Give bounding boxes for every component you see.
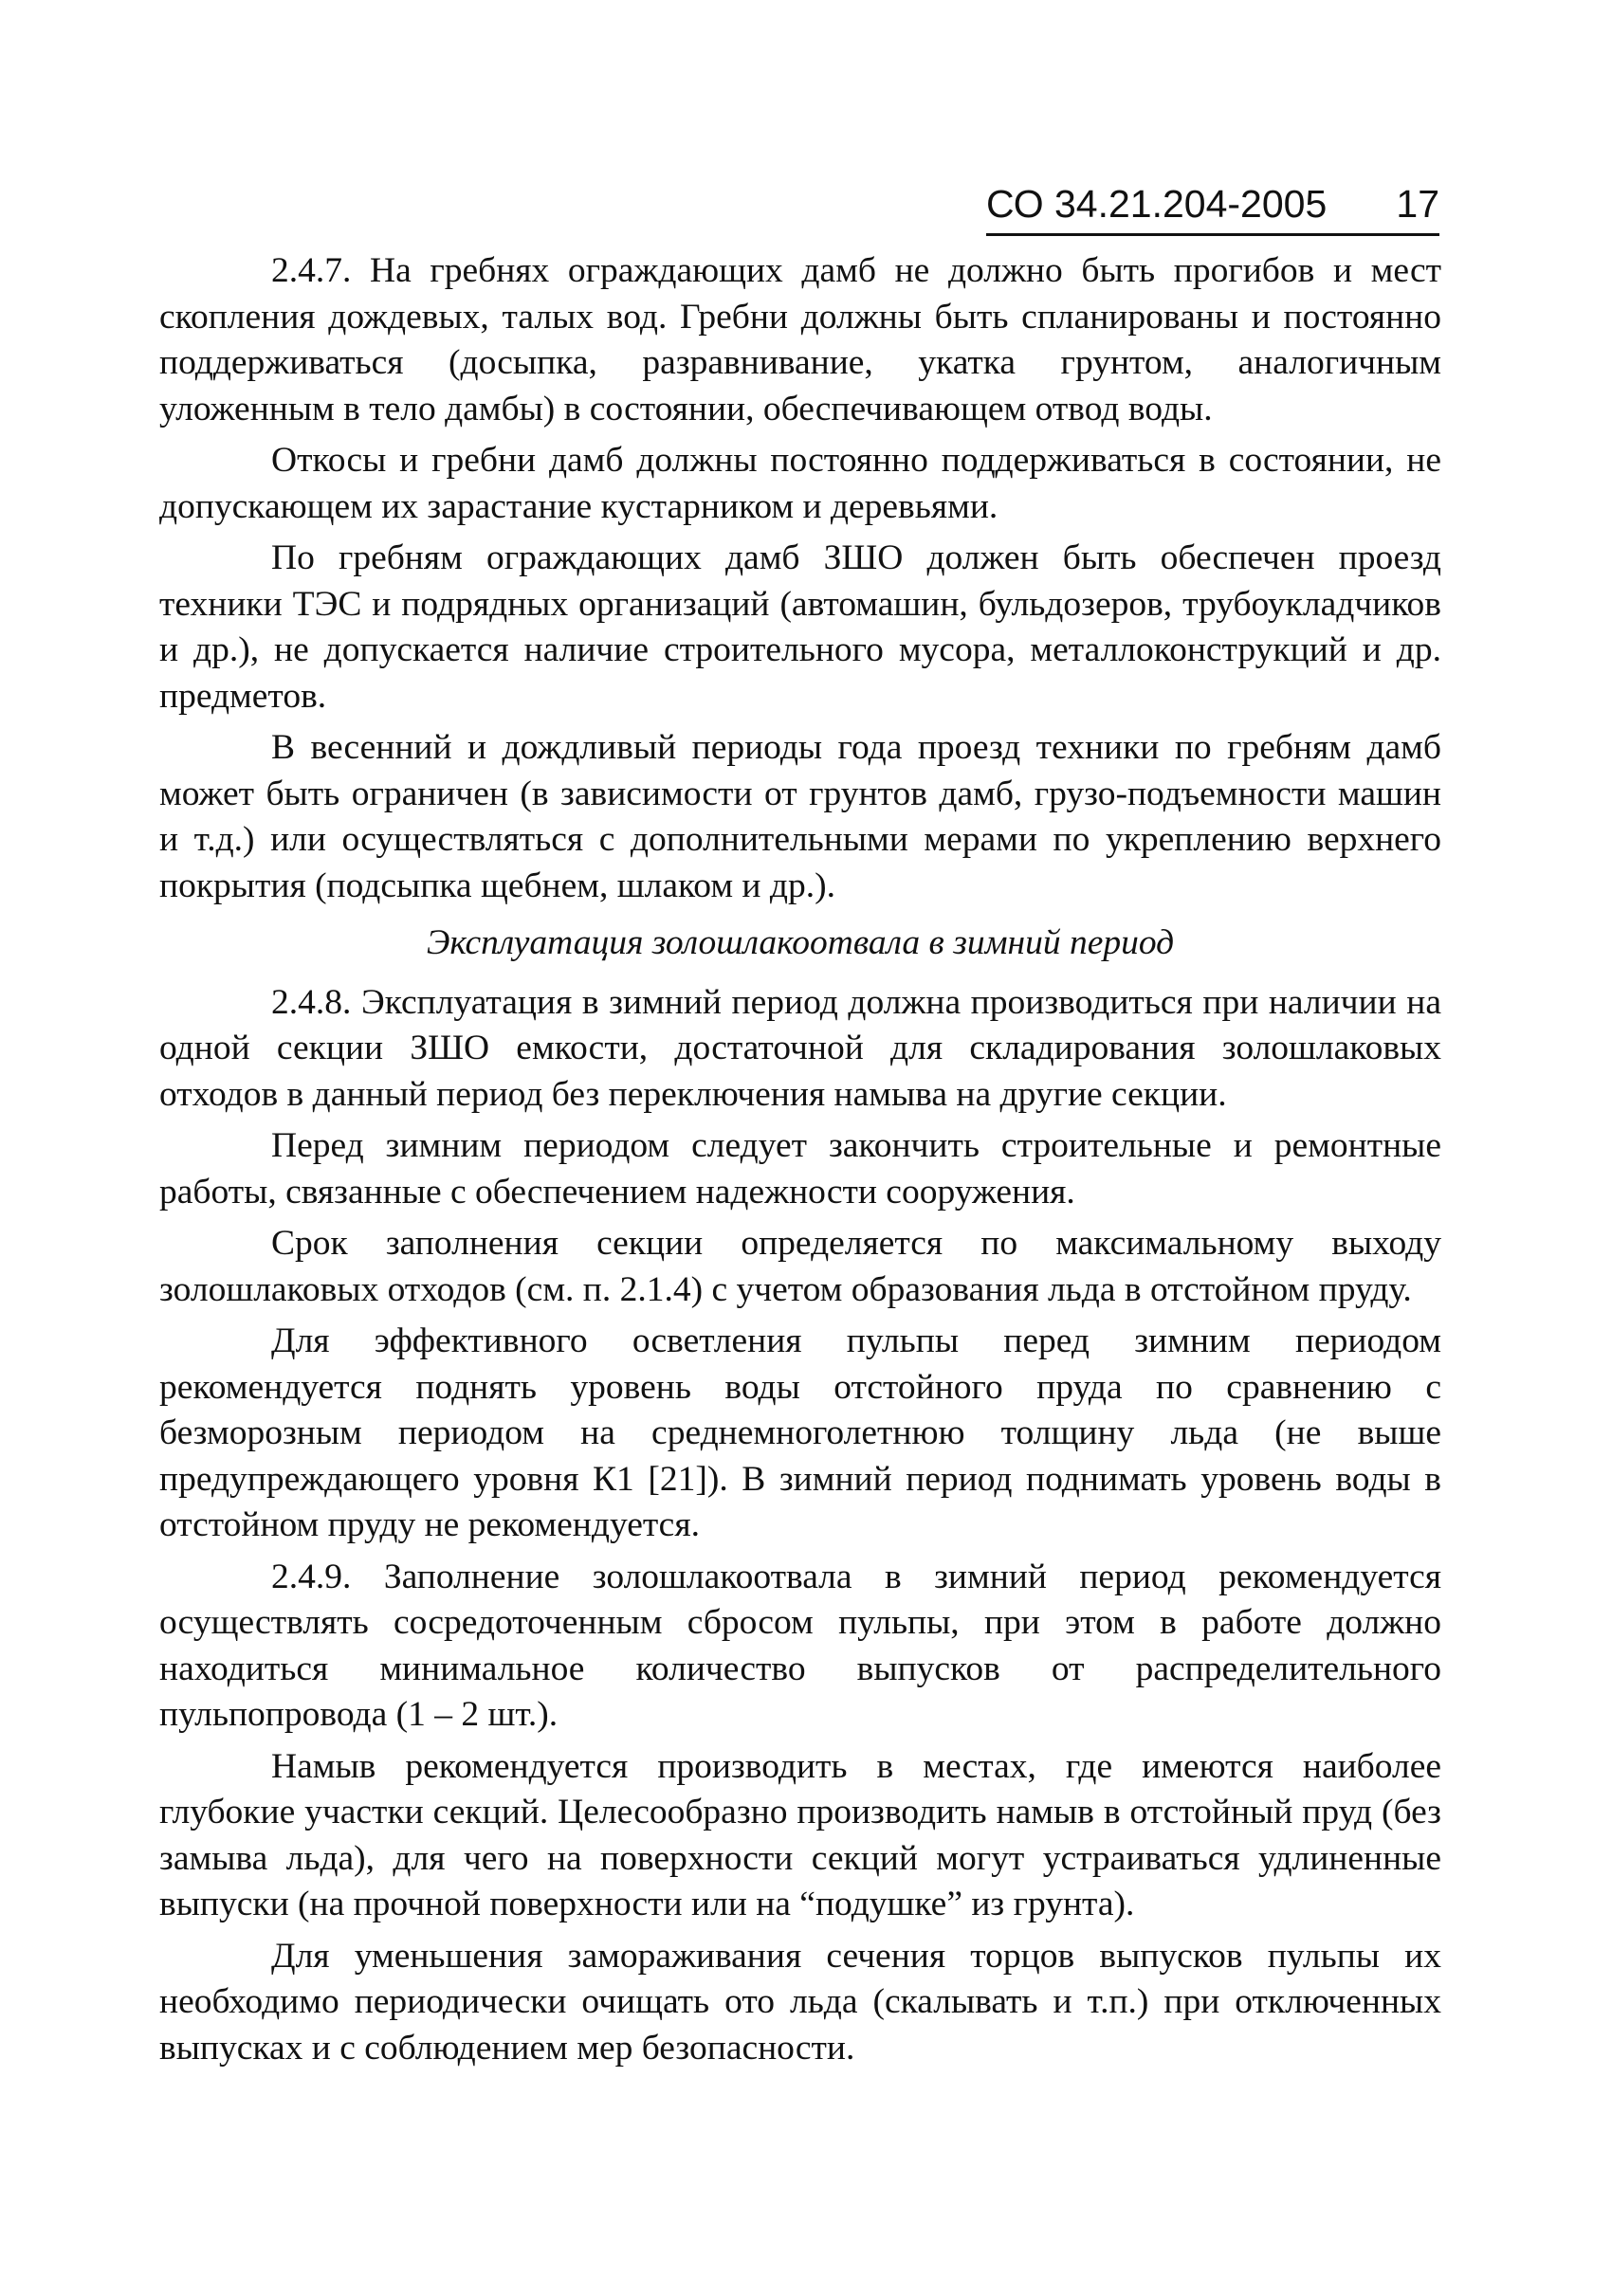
paragraph: Для эффективного осветления пульпы перед зимним периодом рекомендуется поднять уровень воды отстойного пруда по сравнению с безморозным периодом на среднемноголетнюю толщину льда (не выше предупреждающего уровня К1 [21]). В зимний период поднимать уровень воды в отстойном пруду не рекомендуется. [159, 1321, 1441, 1544]
paragraph: Откосы и гребни дамб должны постоянно поддерживаться в состоянии, не допускающем их зарастание кустарником и деревьями. [159, 441, 1441, 526]
paragraph: В весенний и дождливый периоды года проезд техники по гребням дамб может быть ограничен (в зависимости от грунтов дамб, грузо-подъемности машин и т.д.) или осуществляться с дополнительными мерами по укреплению верхнего покрытия (подсыпка щебнем, шлаком и др.). [159, 728, 1441, 905]
paragraph: По гребням ограждающих дамб ЗШО должен быть обеспечен проезд техники ТЭС и подрядных организаций (автомашин, бульдозеров, трубоукладчиков и др.), не допускается наличие строительного мусора, металлоконструкций и др. предметов. [159, 538, 1441, 716]
page-header [986, 178, 1439, 236]
paragraph: Перед зимним периодом следует закончить строительные и ремонтные работы, связанные с обеспечением надежности сооружения. [159, 1126, 1441, 1212]
paragraph: Для уменьшения замораживания сечения торцов выпусков пульпы их необходимо периодически очищать ото льда (скалывать и т.п.) при отключенных выпусках и с соблюдением мер безопасности. [159, 1936, 1441, 2068]
document-body [159, 248, 1441, 2077]
section-heading: Эксплуатация золошлакоотвала в зимний период [426, 923, 1175, 962]
paragraph-2-4-9: 2.4.9. Заполнение золошлакоотвала в зимний период рекомендуется осуществлять сосредоточенным сбросом пульпы, при этом в работе должно находиться минимальное количество выпусков от распределительного пульпопровода (1 – 2 шт.). [159, 1557, 1441, 1734]
paragraph: Намыв рекомендуется производить в местах, где имеются наиболее глубокие участки секций. Целесообразно производить намыв в отстойный пруд (без замыва льда), для чего на поверхности секций могут устраиваться удлиненные выпуски (на прочной поверхности или на “подушке” из грунта). [159, 1746, 1441, 1923]
paragraph: Срок заполнения секции определяется по максимальному выходу золошлаковых отходов (см. п. 2.1.4) с учетом образования льда в отстойном пруду. [159, 1224, 1441, 1309]
paragraph-2-4-8: 2.4.8. Эксплуатация в зимний период должна производиться при наличии на одной секции ЗШО емкости, достаточной для складирования золошлаковых отходов в данный период без переключения намыва на другие секции. [159, 982, 1441, 1114]
paragraph-2-4-7: 2.4.7. На гребнях ограждающих дамб не должно быть прогибов и мест скопления дождевых, талых вод. Гребни должны быть спланированы и постоянно поддерживаться (досыпка, разравнивание, укатка грунтом, аналогичным уложенным в тело дамбы) в состоянии, обеспечивающем отвод воды. [159, 251, 1441, 428]
document-code: СО 34.21.204-2005 [986, 182, 1328, 226]
page-number: 17 [1396, 182, 1439, 226]
